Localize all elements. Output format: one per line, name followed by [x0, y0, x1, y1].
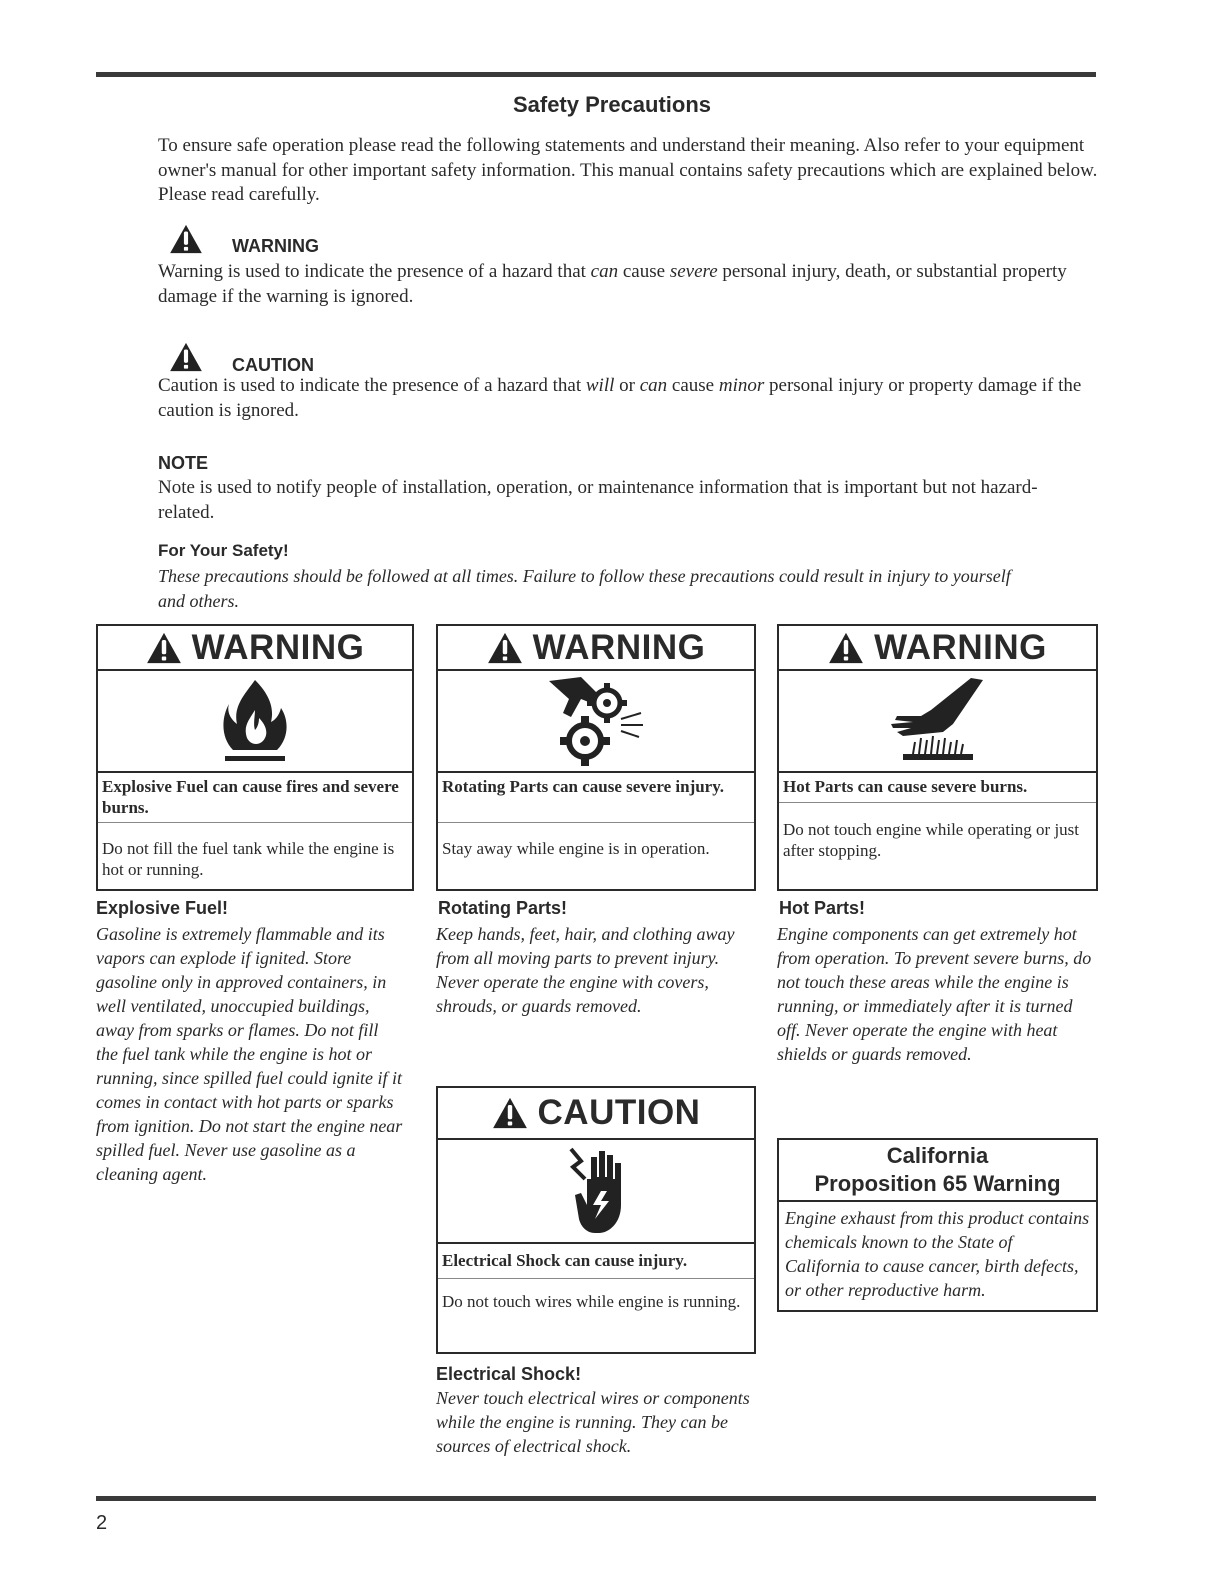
hot-parts-heading: Hot Parts!	[779, 898, 866, 918]
caution-em-minor: minor	[718, 375, 765, 396]
prop65-title-line1: California	[886, 1143, 989, 1168]
box-hazard-title: Electrical Shock can cause injury.	[442, 1251, 688, 1270]
warning-triangle-icon	[146, 632, 182, 664]
warning-box-header	[98, 626, 412, 671]
note-label: NOTE	[158, 453, 209, 473]
warning-triangle-icon	[168, 224, 224, 254]
divider	[98, 822, 412, 823]
warning-text-b: cause	[618, 261, 670, 282]
rotating-parts-heading: Rotating Parts!	[438, 898, 568, 918]
caution-text-c: cause	[667, 375, 719, 396]
california-prop65-box	[777, 1138, 1098, 1312]
caution-box-header-text: CAUTION	[537, 1093, 701, 1132]
electric-shock-icon	[438, 1140, 754, 1244]
prop65-title	[779, 1140, 1096, 1202]
divider	[438, 822, 754, 823]
note-definition: Note is used to notify people of installation, operation, or maintenance information that is important but not hazard-related.	[158, 477, 1038, 523]
box-hazard-instruction: Do not touch engine while operating or just after stopping.	[783, 820, 1080, 860]
hot-parts-text: Engine components can get extremely hot from operation. To prevent severe burns, do not touch these areas while the engine is running, or immediately after it is turned off. Never operate the engine with heat shields or guards removed.	[777, 924, 1092, 1064]
caution-box-electrical-shock	[436, 1086, 756, 1354]
warning-box-header-text: WARNING	[874, 627, 1047, 667]
box-hazard-title: Hot Parts can cause severe burns.	[783, 777, 1028, 796]
rotating-parts-text: Keep hands, feet, hair, and clothing away from all moving parts to prevent injury. Never operate the engine with covers, shrouds, or guards removed.	[436, 924, 735, 1016]
box-hazard-title: Rotating Parts can cause severe injury.	[442, 777, 725, 796]
prop65-text: Engine exhaust from this product contains chemicals known to the State of California to cause cancer, birth defects, or other reproductive harm.	[785, 1208, 1090, 1300]
warning-box-rotating-parts	[436, 624, 756, 891]
warning-box-explosive-fuel	[96, 624, 414, 891]
fire-icon	[98, 671, 412, 773]
caution-em-can: can	[639, 375, 668, 396]
warning-box-header-text: WARNING	[532, 627, 706, 667]
divider	[779, 802, 1096, 803]
caution-triangle-icon	[168, 342, 224, 372]
caution-text-d: personal injury or property damage if the caution is ignored.	[158, 375, 1082, 421]
warning-em-severe: severe	[669, 261, 718, 282]
intro-paragraph: To ensure safe operation please read the following statements and understand their meaning. Also refer to your equipment owner's manual for other important safety information. This manual contains safety precautions which are explained below. Please read carefully.	[158, 135, 1098, 205]
warning-text-c: personal injury, death, or substantial property damage if the warning is ignored.	[158, 261, 1067, 307]
warning-label: WARNING	[232, 236, 319, 256]
caution-text-b: or	[614, 375, 640, 396]
top-rule	[96, 72, 1096, 77]
box-hazard-instruction: Stay away while engine is in operation.	[442, 839, 710, 858]
bottom-rule	[96, 1496, 1096, 1501]
warning-triangle-icon	[828, 632, 864, 664]
box-hazard-title: Explosive Fuel can cause fires and severe burns.	[102, 777, 399, 817]
warning-definition	[158, 260, 1103, 309]
caution-box-header	[438, 1088, 754, 1140]
caution-label: CAUTION	[232, 355, 314, 375]
box-hazard-instruction: Do not touch wires while engine is running.	[442, 1292, 741, 1311]
warning-em-can: can	[590, 261, 619, 282]
page-title: Safety Precautions	[512, 92, 712, 117]
rotating-parts-icon	[438, 671, 754, 773]
warning-triangle-icon	[487, 632, 523, 664]
prop65-title-line2: Proposition 65 Warning	[814, 1171, 1061, 1196]
hot-surface-icon	[779, 671, 1096, 773]
warning-box-header-text: WARNING	[191, 627, 365, 667]
for-your-safety-heading: For Your Safety!	[158, 541, 289, 560]
warning-text-a: Warning is used to indicate the presence of a hazard that	[158, 261, 591, 282]
warning-box-header	[438, 626, 754, 671]
divider	[438, 1278, 754, 1279]
caution-text-a: Caution is used to indicate the presence of a hazard that	[158, 375, 586, 396]
for-your-safety-text: These precautions should be followed at all times. Failure to follow these precautions could result in injury to yourself and others.	[158, 566, 1011, 611]
explosive-fuel-text: Gasoline is extremely flammable and its vapors can explode if ignited. Store gasoline only in approved containers, in well ventilated, unoccupied buildings, away from sparks or flames. Do not fill the fuel tank while the engine is hot or running, since spilled fuel could ignite if it comes in contact with hot parts or sparks from ignition. Do not start the engine near spilled fuel. Never use gasoline as a cleaning agent.	[96, 924, 403, 1184]
warning-box-hot-parts	[777, 624, 1098, 891]
electrical-shock-heading: Electrical Shock!	[436, 1364, 582, 1384]
caution-triangle-icon	[492, 1097, 528, 1129]
caution-em-will: will	[585, 375, 615, 396]
explosive-fuel-heading: Explosive Fuel!	[96, 898, 229, 918]
box-hazard-instruction: Do not fill the fuel tank while the engine is hot or running.	[102, 839, 395, 879]
warning-box-header	[779, 626, 1096, 671]
caution-definition	[158, 374, 1103, 423]
page-number: 2	[96, 1512, 108, 1534]
electrical-shock-text: Never touch electrical wires or components while the engine is running. They can be sources of electrical shock.	[436, 1388, 750, 1456]
